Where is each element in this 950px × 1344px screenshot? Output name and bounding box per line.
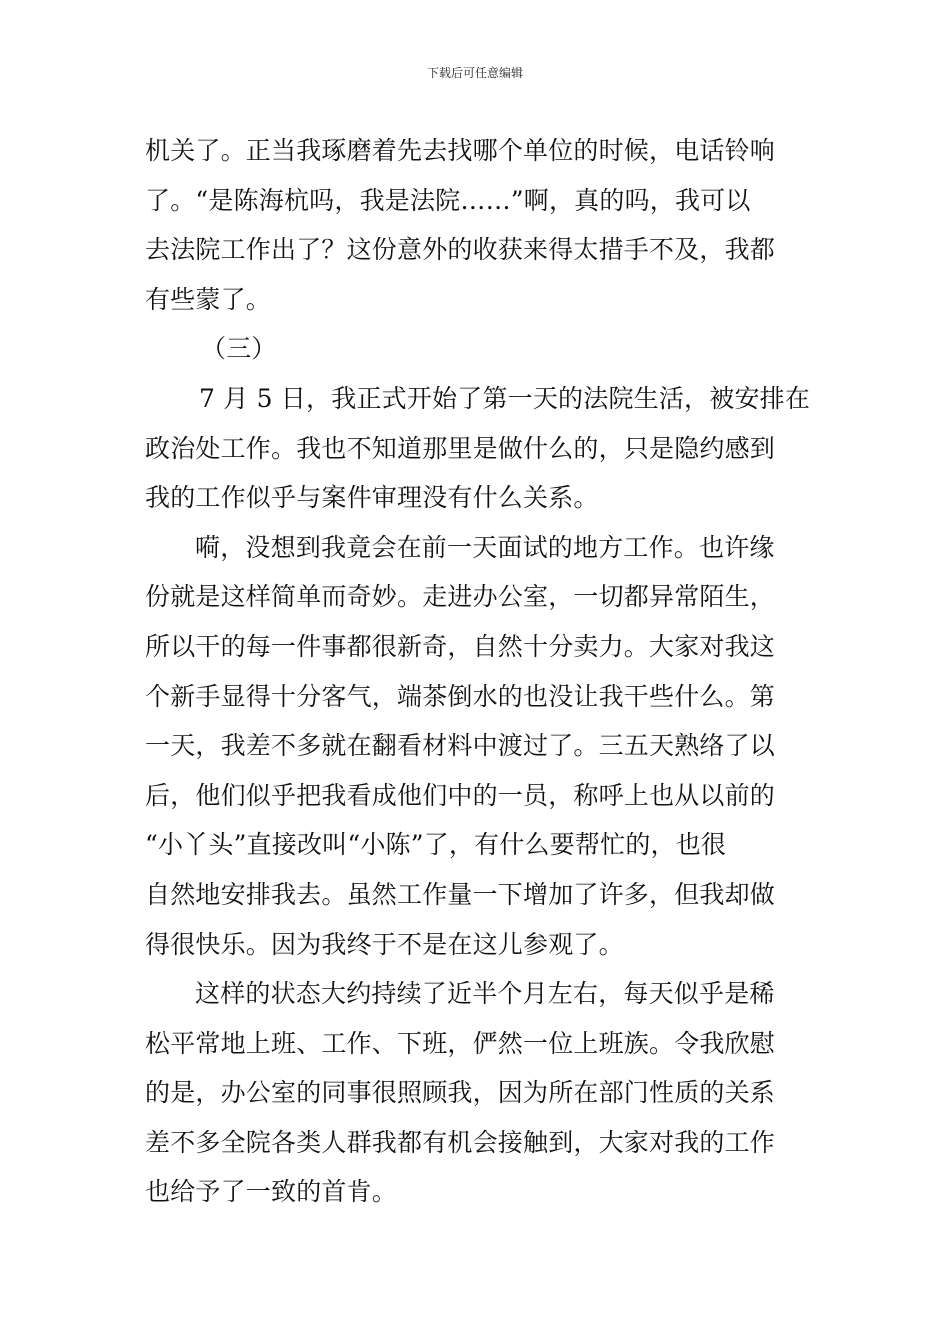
text-line: 自然地安排我去。虽然工作量一下增加了许多，但我却做 bbox=[145, 879, 776, 909]
text-line: 后，他们似乎把我看成他们中的一员，称呼上也从以前的 bbox=[145, 780, 776, 810]
text-line: “小丫头”直接改叫“小陈”了，有什么要帮忙的，也很 bbox=[145, 830, 727, 860]
text-line: 政治处工作。我也不知道那里是做什么的，只是隐约感到 bbox=[145, 433, 776, 463]
text-line: 的是，办公室的同事很照顾我，因为所在部门性质的关系 bbox=[145, 1078, 776, 1108]
text-line: 一天，我差不多就在翻看材料中渡过了。三五天熟络了以 bbox=[145, 731, 776, 761]
text-line: 我的工作似乎与案件审理没有什么关系。 bbox=[145, 483, 599, 513]
text-line: 所以干的每一件事都很新奇，自然十分卖力。大家对我这 bbox=[145, 631, 776, 661]
text-line: 份就是这样简单而奇妙。走进办公室，一切都异常陌生， bbox=[145, 582, 776, 612]
text-line: 个新手显得十分客气，端茶倒水的也没让我干些什么。第 bbox=[145, 681, 776, 711]
text-line: 这样的状态大约持续了近半个月左右，每天似乎是稀 bbox=[195, 979, 775, 1009]
text-line: 嗬，没想到我竟会在前一天面试的地方工作。也许缘 bbox=[195, 532, 775, 562]
text-line: 有些蒙了。 bbox=[145, 284, 272, 314]
text-line: 去法院工作出了？这份意外的收获来得太措手不及，我都 bbox=[145, 235, 776, 265]
text-line: 得很快乐。因为我终于不是在这儿参观了。 bbox=[145, 929, 624, 959]
page-header: 下载后可任意编辑 bbox=[426, 66, 523, 80]
text-line: 了。“是陈海杭吗，我是法院……”啊，真的吗，我可以 bbox=[145, 185, 751, 215]
text-line: 也给予了一致的首肯。 bbox=[145, 1177, 398, 1207]
text-line: 机关了。正当我琢磨着先去找哪个单位的时候，电话铃响 bbox=[145, 136, 776, 165]
text-line: 差不多全院各类人群我都有机会接触到，大家对我的工作 bbox=[145, 1127, 776, 1157]
section-heading: （三） bbox=[201, 334, 277, 364]
document-body bbox=[145, 126, 811, 1217]
text-line: 7 月 5 日，我正式开始了第一天的法院生活，被安排在 bbox=[199, 383, 811, 413]
text-line: 松平常地上班、工作、下班，俨然一位上班族。令我欣慰 bbox=[145, 1028, 776, 1058]
